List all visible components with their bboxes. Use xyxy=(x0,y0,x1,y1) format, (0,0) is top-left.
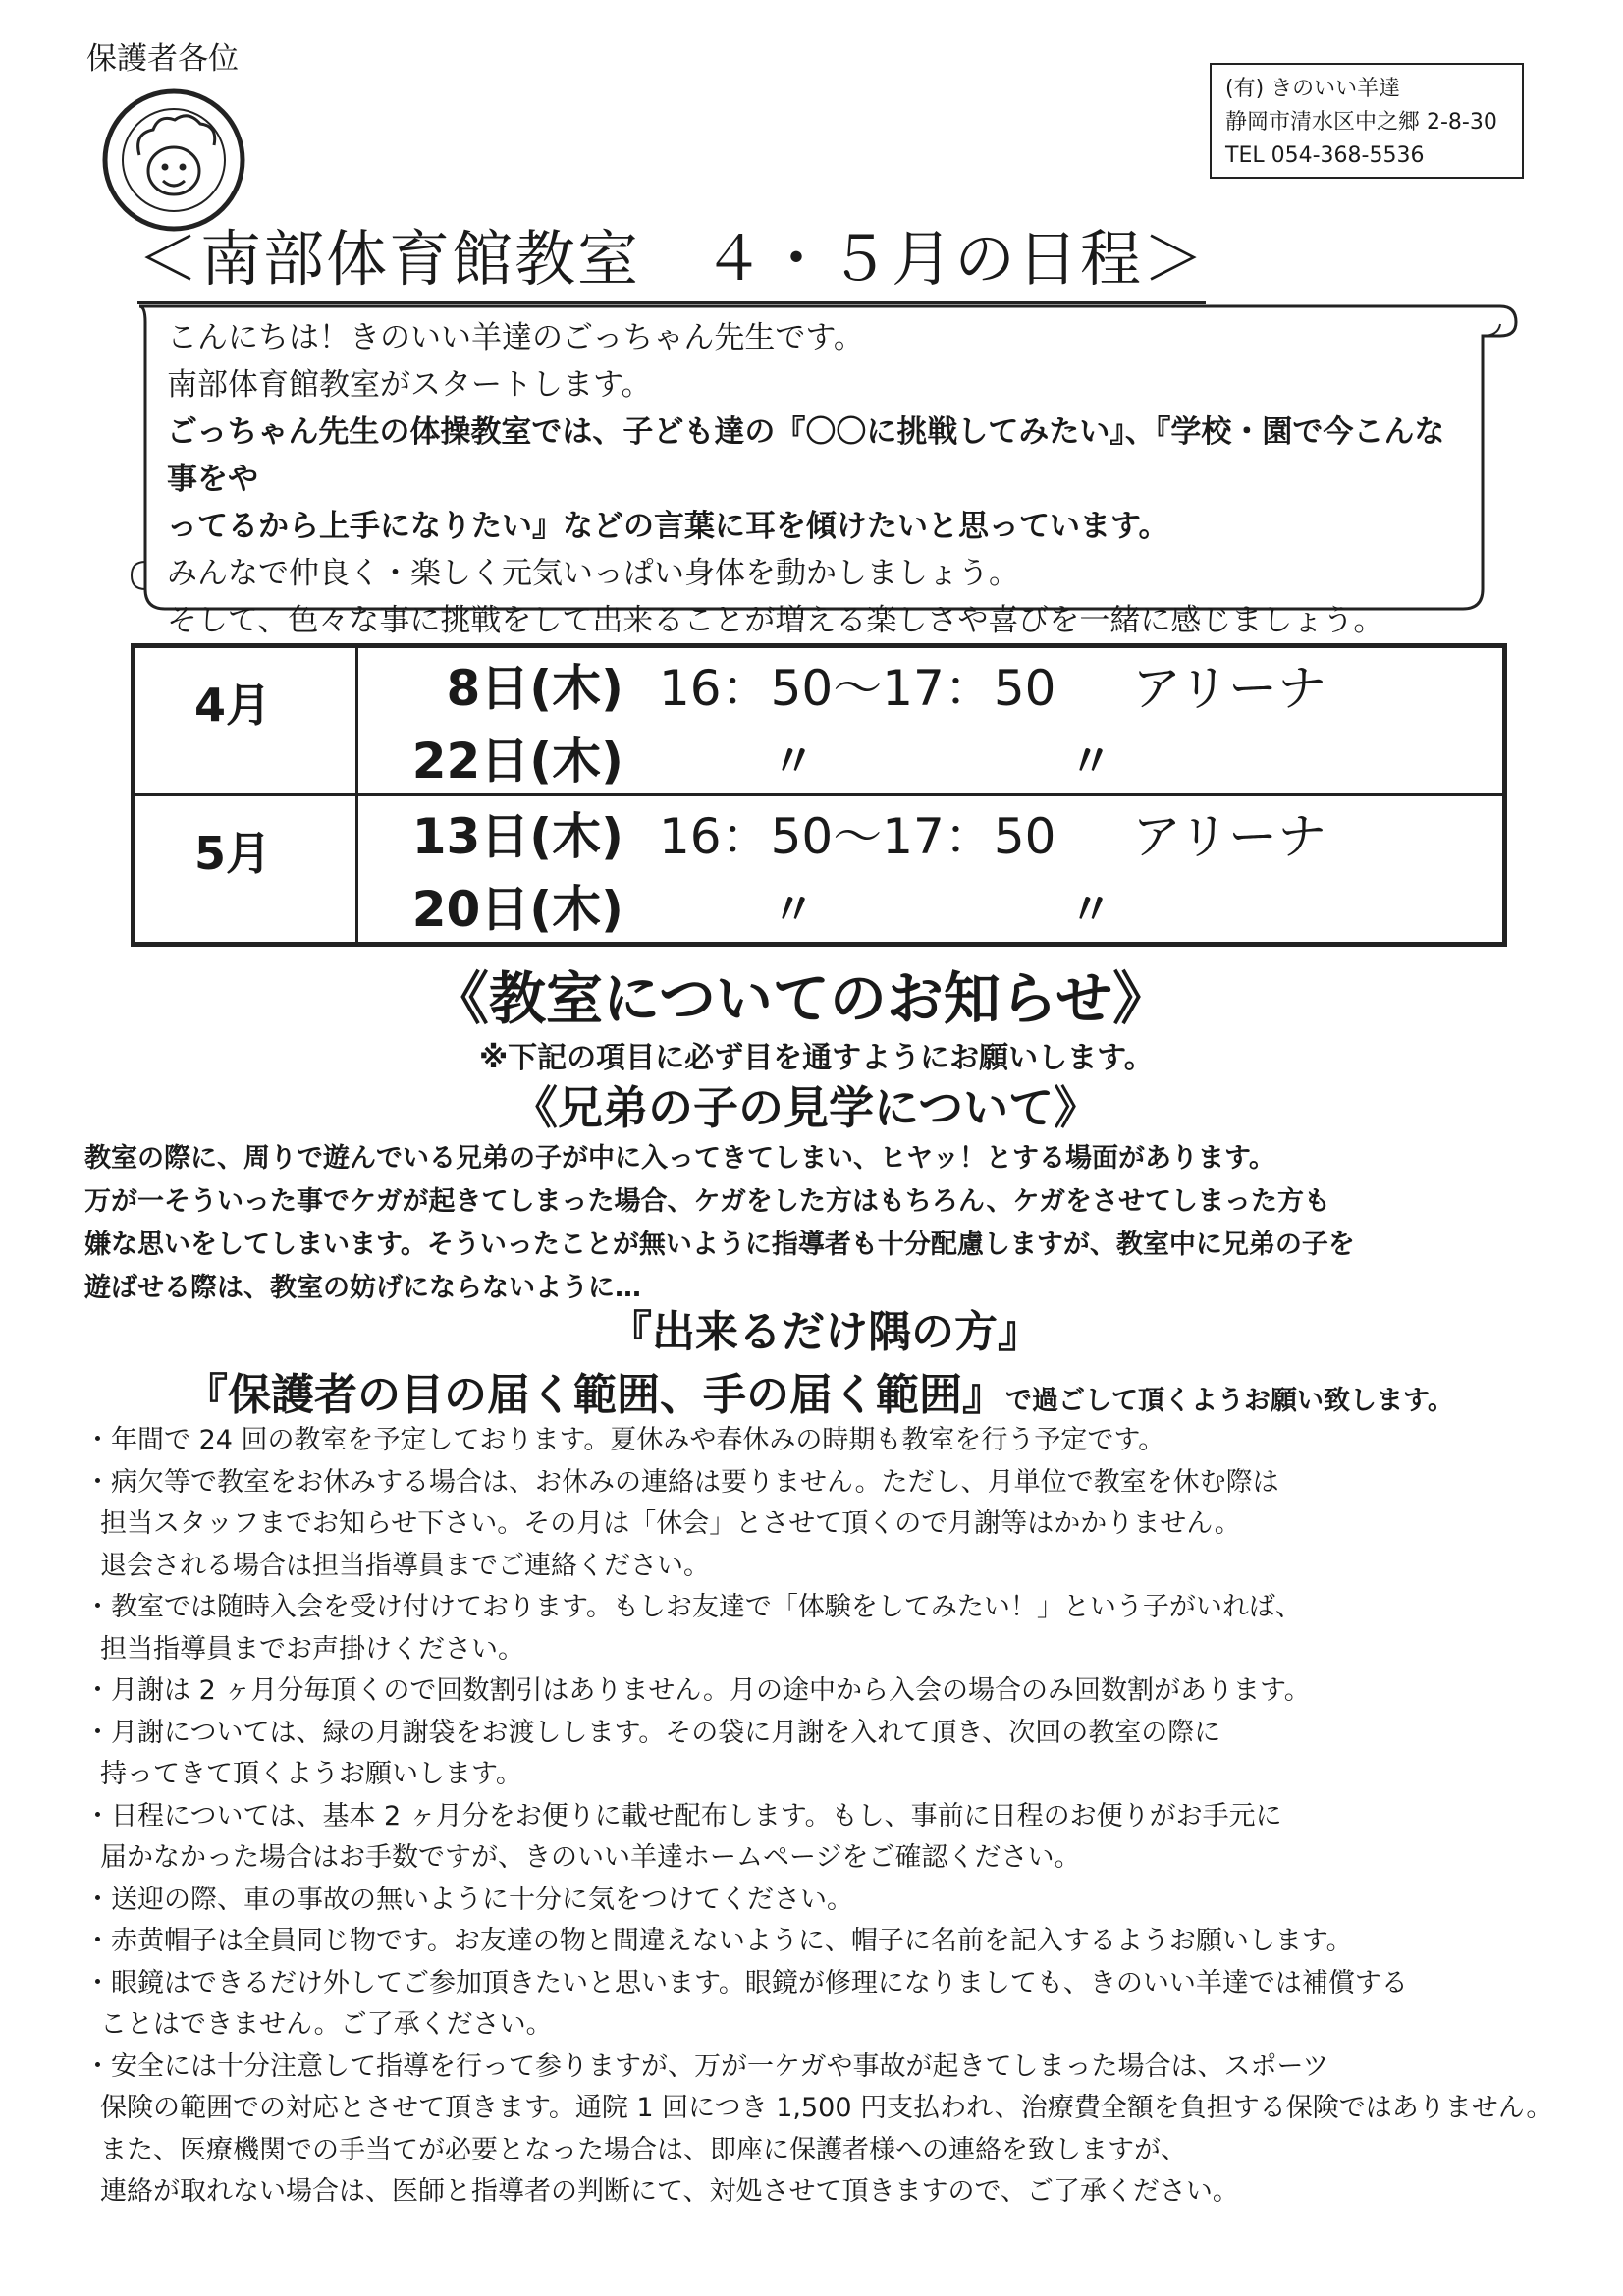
list-item xyxy=(84,1420,1577,1462)
bullet-line: 届かなかった場合はお手数ですが、きのいい羊達ホームページをご確認ください。 xyxy=(100,1842,1081,1873)
list-item xyxy=(84,1880,1577,1922)
date: 13日(木) xyxy=(411,808,623,865)
bullet-line: ことはできません。ご了承ください。 xyxy=(100,2009,553,2040)
ditto-mark: 〃 xyxy=(1069,885,1112,935)
ditto-mark: 〃 xyxy=(772,885,815,935)
ditto-mark: 〃 xyxy=(1069,737,1112,787)
place: アリーナ xyxy=(1132,660,1326,717)
schedule-line xyxy=(358,721,1502,793)
bullet-line: ・病欠等で教室をお休みする場合は、お休みの連絡は要りません。ただし、月単位で教室を休む際は xyxy=(84,1466,1279,1498)
intro-line: こんにちは！きのいい羊達のごっちゃん先生です。 xyxy=(167,320,864,355)
schedule-cell-april xyxy=(357,646,1505,795)
paragraph-line: 万が一そういった事でケガが起きてしまった場合、ケガをした方はもちろん、ケガをさせてしまった方も xyxy=(84,1186,1330,1217)
bullet-line: ・月謝については、緑の月謝袋をお渡しします。その袋に月謝を入れて頂き、次回の教室の際に xyxy=(84,1717,1221,1748)
addressee: 保護者各位 xyxy=(86,41,239,77)
bullet-line: 持ってきて頂くようお願いします。 xyxy=(100,1759,522,1789)
bullet-line: また、医療機関での手当てが必要となった場合は、即座に保護者様への連絡を致しますが、 xyxy=(100,2134,1187,2165)
bullet-line: ・安全には十分注意して指導を行って参りますが、万が一ケガや事故が起きてしまった場合は、スポーツ xyxy=(84,2050,1329,2082)
place: アリーナ xyxy=(1132,808,1326,865)
list-item xyxy=(84,2047,1577,2214)
intro-message xyxy=(167,314,1473,644)
list-item xyxy=(84,1670,1577,1713)
bullet-line: 担当指導員までお声掛けください。 xyxy=(100,1633,524,1665)
bullet-line: ・月謝は 2 ヶ月分毎頂くので回数割引はありません。月の途中から入会の場合のみ回数割があります。 xyxy=(84,1675,1311,1706)
bullet-line: ・眼鏡はできるだけ外してご参加頂きたいと思います。眼鏡が修理になりましても、きのいい羊達では補償する xyxy=(84,1967,1408,1998)
emphasis-sight-tail: で過ごして頂くようお願い致します。 xyxy=(1005,1386,1454,1416)
bullet-line: ・送迎の際、車の事故の無いように十分に気をつけてください。 xyxy=(84,1884,853,1915)
date: 20日(木) xyxy=(411,881,623,938)
schedule-row-may xyxy=(134,795,1505,945)
intro-line: そして、色々な事に挑戦をして出来ることが増える楽しさや喜びを一緒に感じましょう。 xyxy=(167,603,1384,638)
time: 16：50〜17：50 xyxy=(659,808,1056,865)
company-name: (有) きのいい羊達 xyxy=(1225,77,1401,101)
page-title: ＜南部体育館教室 ４・５月の日程＞ xyxy=(137,210,1206,304)
sibling-heading: 《兄弟の子の見学について》 xyxy=(513,1081,1100,1134)
schedule-line xyxy=(358,869,1502,942)
bullet-line: 担当スタッフまでお知らせ下さい。その月は「休会」とさせて頂くので月謝等はかかりません。 xyxy=(100,1508,1241,1539)
company-phone: TEL 054-368-5536 xyxy=(1225,143,1425,168)
sibling-paragraph xyxy=(84,1137,1557,1310)
notice-bullet-list xyxy=(84,1420,1577,2214)
company-address: 静岡市清水区中之郷 2-8-30 xyxy=(1225,110,1497,135)
paragraph-line: 遊ばせる際は、教室の妨げにならないように… xyxy=(84,1273,641,1303)
notice-note: ※下記の項目に必ず目を通すようにお願いします。 xyxy=(479,1041,1154,1075)
company-address-box xyxy=(1210,63,1524,179)
list-item xyxy=(84,1796,1577,1880)
list-item xyxy=(84,1963,1577,2047)
bullet-line: ・日程については、基本 2 ヶ月分をお便りに載せ配布します。もし、事前に日程のお便りがお手元に xyxy=(84,1800,1282,1831)
paragraph-line: 教室の際に、周りで遊んでいる兄弟の子が中に入ってきてしまい、ヒヤッ！とする場面があります。 xyxy=(84,1143,1275,1174)
time: 16：50〜17：50 xyxy=(659,660,1056,717)
emphasis-sight-text: 『保護者の目の届く範囲、手の届く範囲』 xyxy=(185,1370,1005,1420)
paragraph-line: 嫌な思いをしてしまいます。そういったことが無いように指導者も十分配慮しますが、教室中に兄弟の子を xyxy=(84,1230,1355,1260)
bullet-line: 保険の範囲での対応とさせて頂きます。通院 1 回につき 1,500 円支払われ、治療費全額を負担する保険ではありません。 xyxy=(100,2093,1553,2123)
list-item xyxy=(84,1587,1577,1670)
bullet-line: ・教室では随時入会を受け付けております。もしお友達で「体験をしてみたい！」という子がいれば、 xyxy=(84,1592,1302,1622)
bullet-line: 退会される場合は担当指導員までご連絡ください。 xyxy=(100,1550,710,1581)
month-april: 4月 xyxy=(134,646,357,795)
schedule-row-april xyxy=(134,646,1505,795)
schedule-cell-may xyxy=(357,795,1505,945)
bullet-line: ・年間で 24 回の教室を予定しております。夏休みや春休みの時期も教室を行う予定です。 xyxy=(84,1425,1165,1455)
list-item xyxy=(84,1921,1577,1963)
date: 22日(木) xyxy=(411,733,623,790)
date: 8日(木) xyxy=(446,660,623,717)
emphasis-sight xyxy=(185,1359,1454,1422)
list-item xyxy=(84,1462,1577,1588)
intro-bold-line: ってるから上手になりたい』などの言葉に耳を傾けたいと思っています。 xyxy=(167,509,1169,544)
month-may: 5月 xyxy=(134,795,357,945)
intro-line: 南部体育館教室がスタートします。 xyxy=(167,367,652,403)
schedule-line xyxy=(358,648,1502,721)
intro-bold-line: ごっちゃん先生の体操教室では、子ども達の『〇〇に挑戦してみたい』、『学校・園で今こんな事をや xyxy=(167,414,1445,497)
emphasis-corner: 『出来るだけ隅の方』 xyxy=(609,1307,1041,1357)
notice-heading: 《教室についてのお知らせ》 xyxy=(432,965,1170,1032)
intro-line: みんなで仲良く・楽しく元気いっぱい身体を動かしましょう。 xyxy=(167,556,1019,591)
schedule-line xyxy=(358,796,1502,869)
bullet-line: ・赤黄帽子は全員同じ物です。お友達の物と間違えないように、帽子に名前を記入するようお願いします。 xyxy=(84,1926,1353,1956)
list-item xyxy=(84,1713,1577,1796)
ditto-mark: 〃 xyxy=(772,737,815,787)
bullet-line: 連絡が取れない場合は、医師と指導者の判断にて、対処させて頂きますので、ご了承ください。 xyxy=(100,2176,1239,2207)
schedule-table xyxy=(131,643,1507,947)
